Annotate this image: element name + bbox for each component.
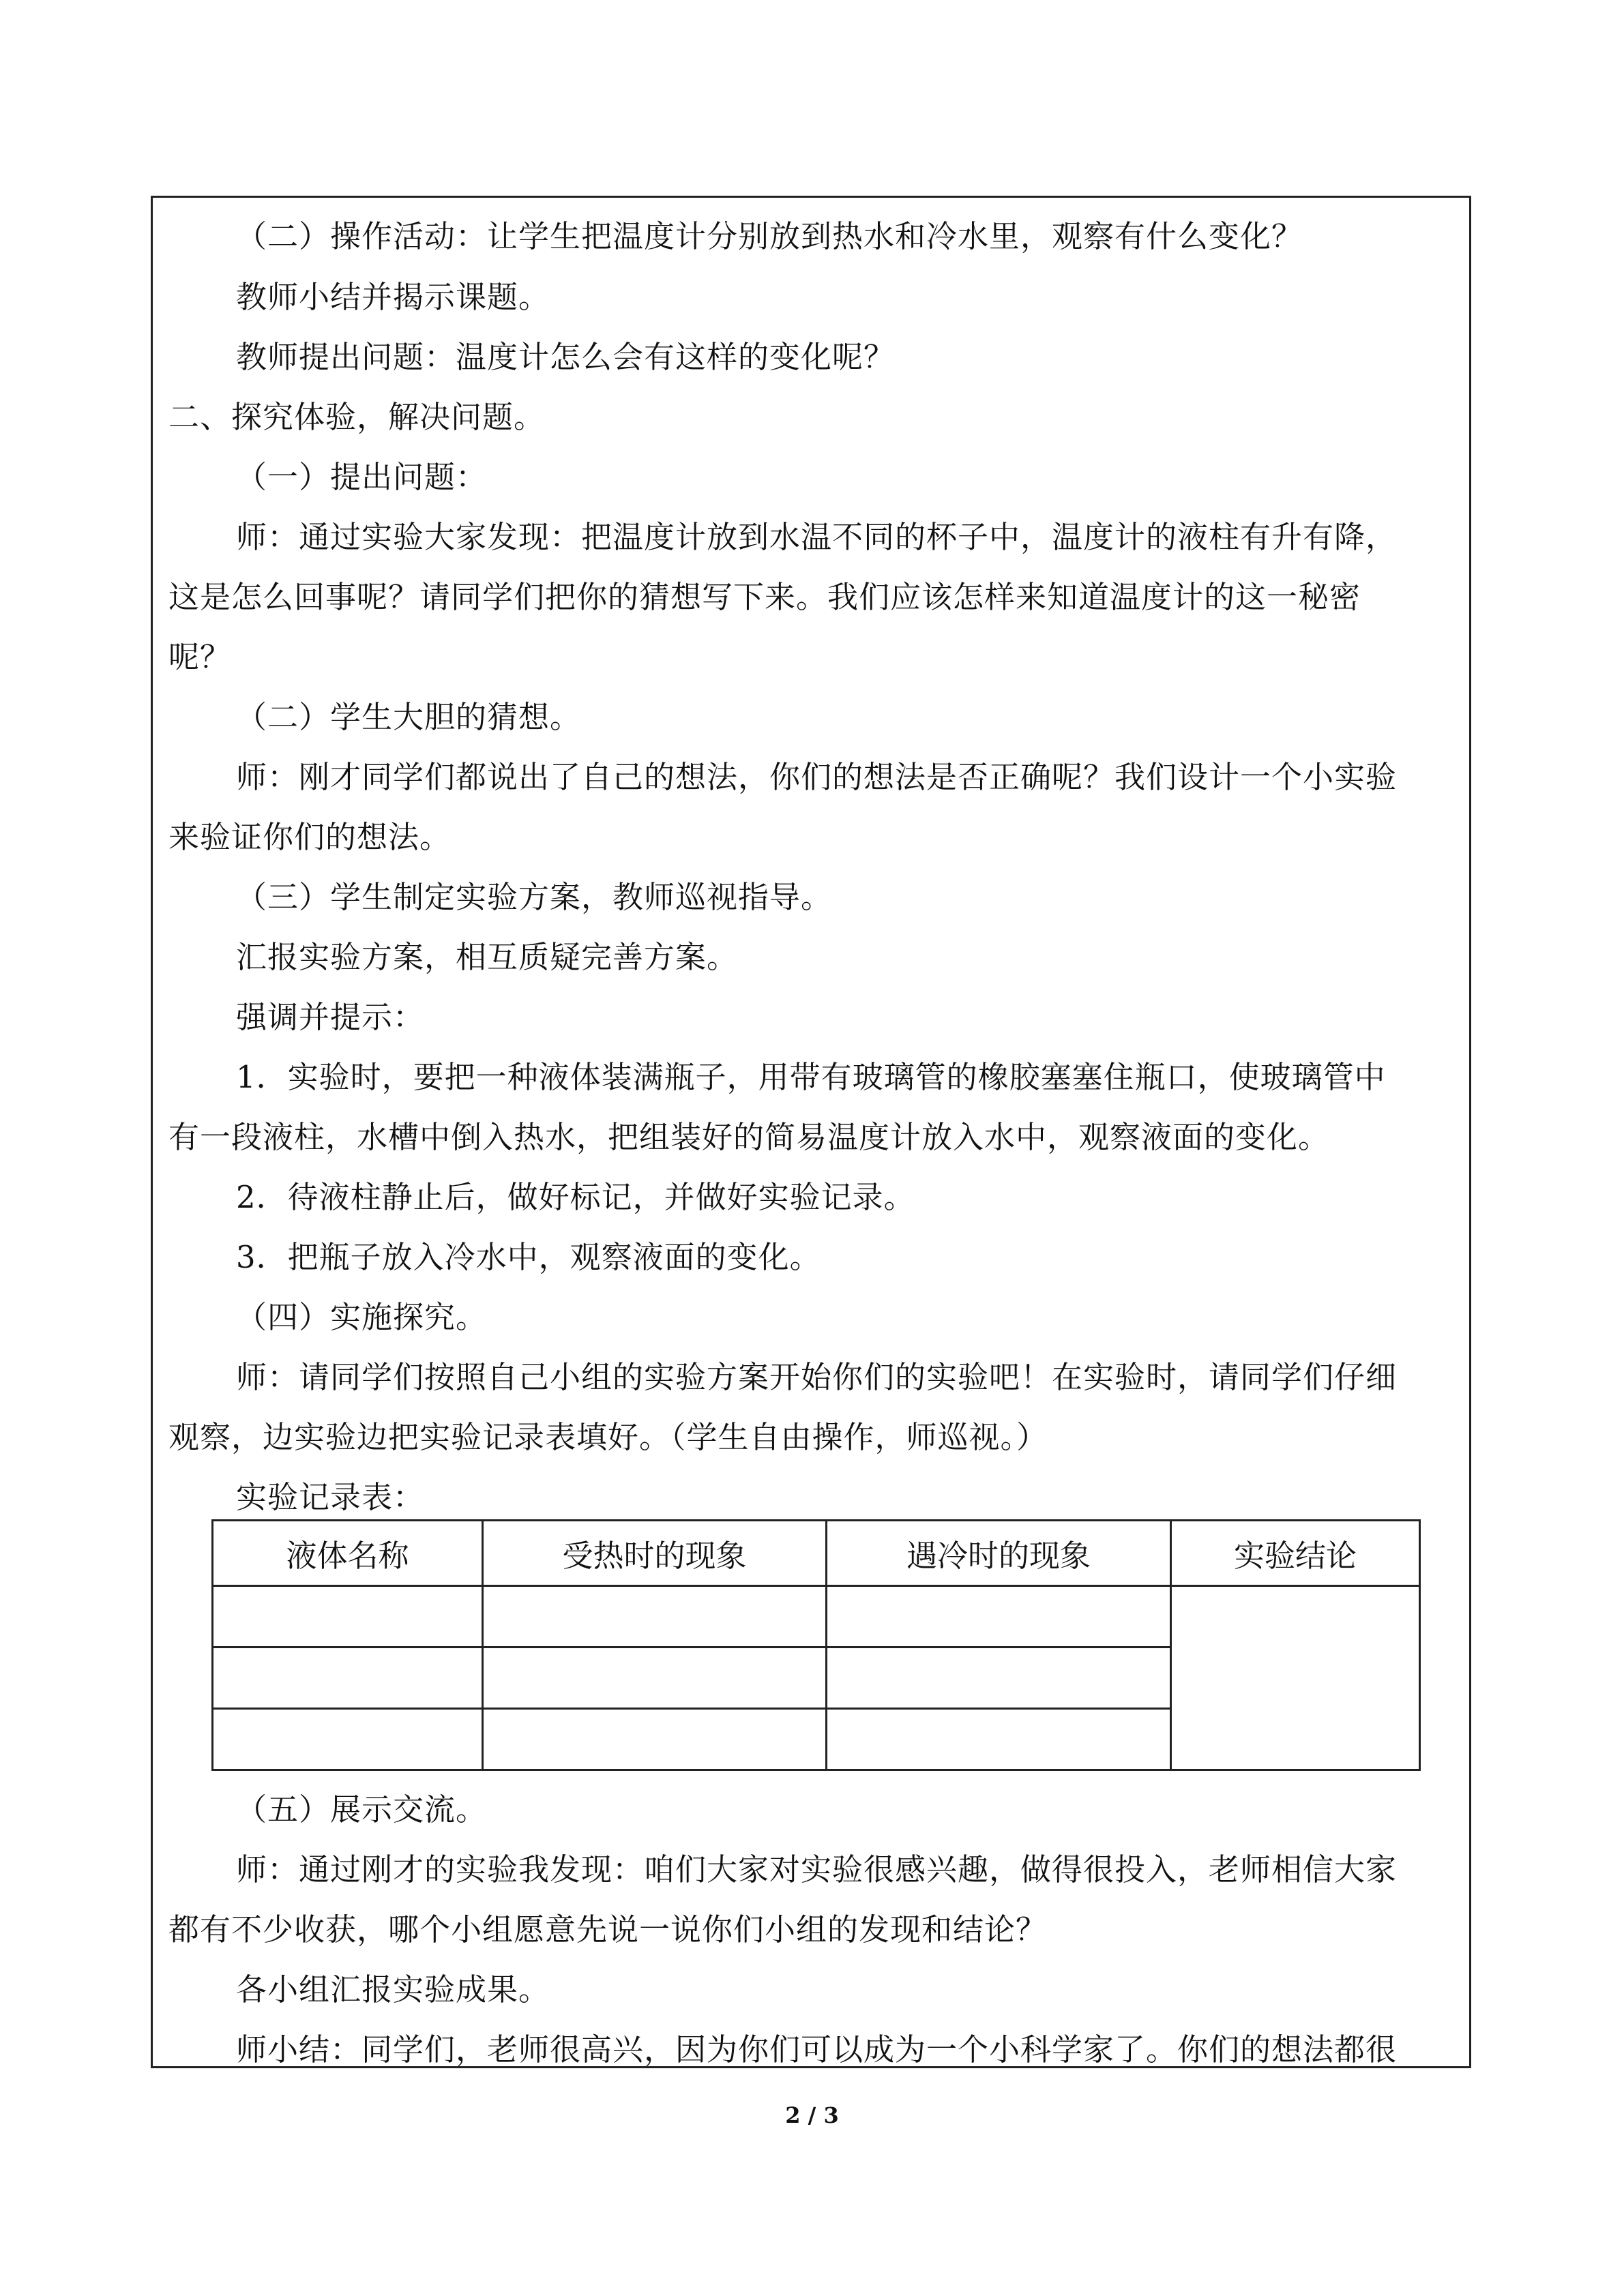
section-heading: 二、探究体验，解决问题。 bbox=[168, 399, 546, 435]
header-conclusion: 实验结论 bbox=[1171, 1521, 1420, 1586]
table-cell bbox=[483, 1648, 827, 1709]
table-cell bbox=[213, 1586, 483, 1648]
paragraph-line: 1．实验时，要把一种液体装满瓶子，用带有玻璃管的橡胶塞塞住瓶口，使玻璃管中 bbox=[236, 1059, 1386, 1095]
paragraph-line: 汇报实验方案，相互质疑完善方案。 bbox=[236, 939, 739, 975]
table-row bbox=[213, 1586, 1420, 1648]
paragraph-line: 师小结：同学们，老师很高兴，因为你们可以成为一个小科学家了。你们的想法都很 bbox=[236, 2031, 1398, 2068]
paragraph-line: （三）学生制定实验方案，教师巡视指导。 bbox=[236, 879, 833, 915]
paragraph-line: 各小组汇报实验成果。 bbox=[236, 1971, 550, 2008]
experiment-record-table bbox=[211, 1519, 1421, 1771]
table-cell bbox=[483, 1709, 827, 1770]
paragraph-line: 强调并提示： bbox=[236, 999, 425, 1035]
paragraph-line: （四）实施探究。 bbox=[236, 1299, 488, 1335]
paragraph-line: 这是怎么回事呢？请同学们把你的猜想写下来。我们应该怎样来知道温度计的这一秘密 bbox=[168, 579, 1361, 615]
header-cooled-phenomenon: 遇冷时的现象 bbox=[827, 1521, 1171, 1586]
table-cell bbox=[483, 1586, 827, 1648]
paragraph-line: 3．把瓶子放入冷水中，观察液面的变化。 bbox=[236, 1239, 821, 1275]
header-liquid-name: 液体名称 bbox=[213, 1521, 483, 1586]
paragraph-line: 来验证你们的想法。 bbox=[168, 819, 452, 855]
paragraph-line: 教师小结并揭示课题。 bbox=[236, 279, 550, 315]
paragraph-line: （五）展示交流。 bbox=[236, 1791, 488, 1828]
paragraph-line: 教师提出问题：温度计怎么会有这样的变化呢？ bbox=[236, 339, 896, 375]
paragraph-line: （一）提出问题： bbox=[236, 459, 488, 495]
header-heated-phenomenon: 受热时的现象 bbox=[483, 1521, 827, 1586]
table-cell bbox=[827, 1709, 1171, 1770]
table-cell bbox=[827, 1586, 1171, 1648]
table-caption: 实验记录表： bbox=[236, 1479, 425, 1515]
table-header-row bbox=[213, 1521, 1420, 1586]
paragraph-line: 师：通过实验大家发现：把温度计放到水温不同的杯子中，温度计的液柱有升有降， bbox=[236, 519, 1398, 555]
paragraph-line: 师：刚才同学们都说出了自己的想法，你们的想法是否正确呢？我们设计一个小实验 bbox=[236, 759, 1398, 795]
paragraph-line: （二）操作活动：让学生把温度计分别放到热水和冷水里，观察有什么变化？ bbox=[236, 218, 1303, 254]
paragraph-line: 有一段液柱，水槽中倒入热水，把组装好的简易温度计放入水中，观察液面的变化。 bbox=[168, 1119, 1330, 1155]
paragraph-line: 2．待液柱静止后，做好标记，并做好实验记录。 bbox=[236, 1179, 915, 1215]
paragraph-line: （二）学生大胆的猜想。 bbox=[236, 699, 582, 735]
table-cell bbox=[827, 1648, 1171, 1709]
paragraph-line: 都有不少收获，哪个小组愿意先说一说你们小组的发现和结论？ bbox=[168, 1911, 1048, 1948]
table-cell bbox=[213, 1709, 483, 1770]
page-number: 2 / 3 bbox=[785, 2102, 839, 2128]
table-cell bbox=[213, 1648, 483, 1709]
paragraph-line: 呢？ bbox=[168, 639, 232, 675]
conclusion-cell bbox=[1171, 1586, 1420, 1770]
paragraph-line: 师：通过刚才的实验我发现：咱们大家对实验很感兴趣，做得很投入，老师相信大家 bbox=[236, 1851, 1398, 1888]
paragraph-line: 师：请同学们按照自己小组的实验方案开始你们的实验吧！在实验时，请同学们仔细 bbox=[236, 1359, 1398, 1395]
paragraph-line: 观察，边实验边把实验记录表填好。（学生自由操作，师巡视。） bbox=[168, 1419, 1048, 1455]
